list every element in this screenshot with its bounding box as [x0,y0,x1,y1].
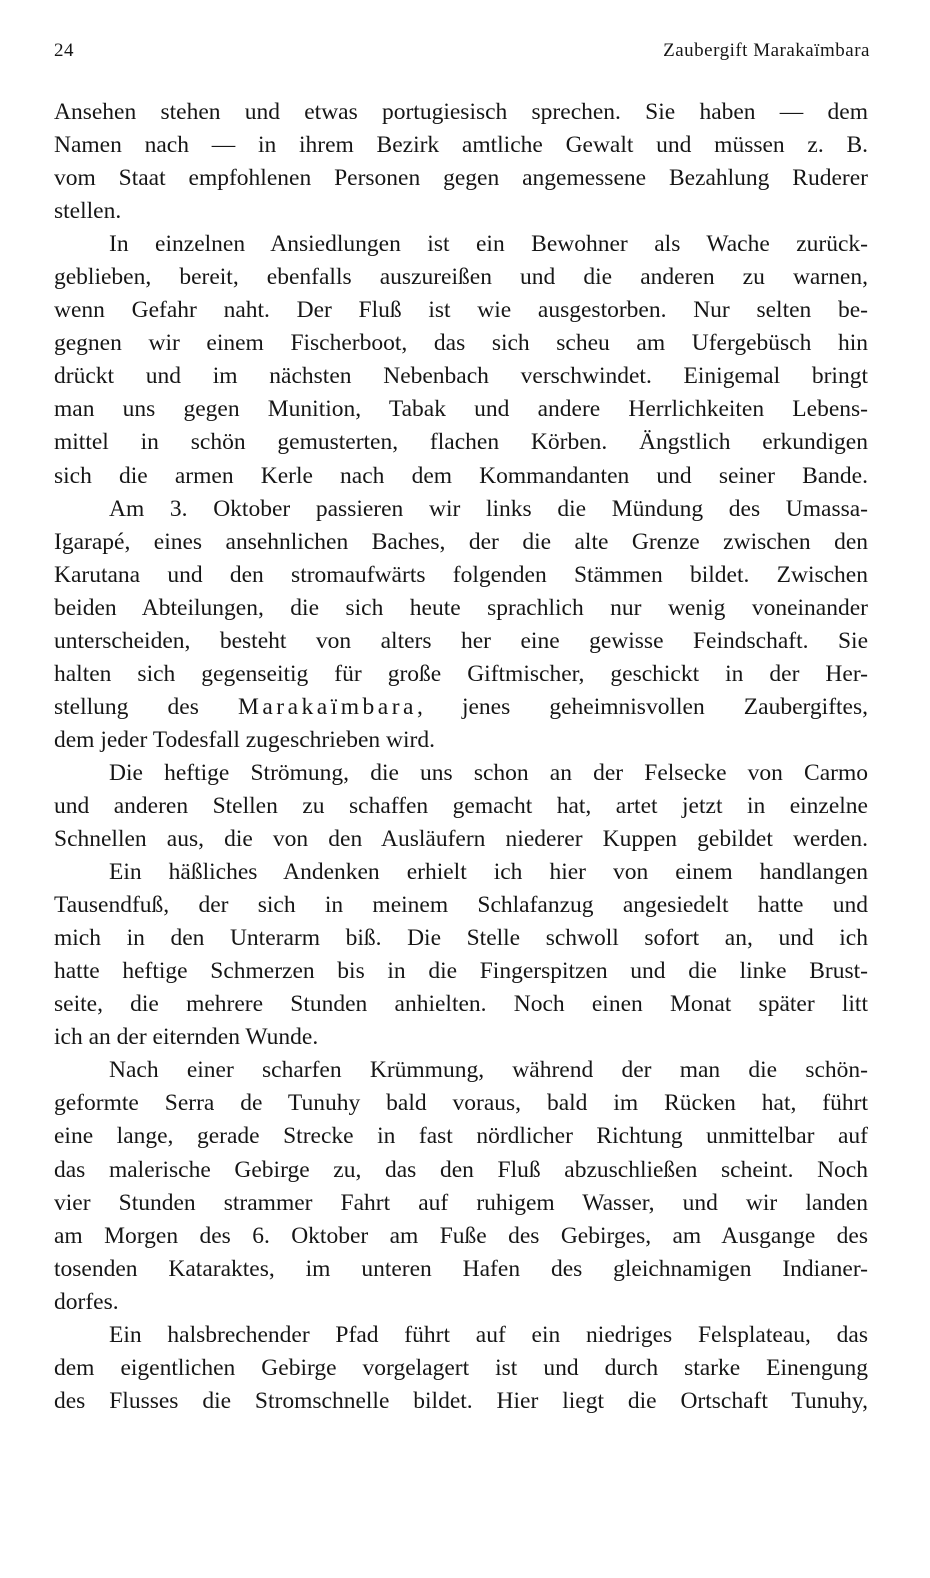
text-line: mittel in schön gemusterten, flachen Körben. Ängstlich erkundigen [54,429,868,456]
page-header [54,40,870,70]
page-number: 24 [54,40,74,61]
text-line: Namen nach — in ihrem Bezirk amtliche Gewalt und müssen z. B. [54,132,868,159]
text-fragment: , jenes geheimnisvollen Zaubergiftes, [416,693,868,720]
text-line: Die heftige Strömung, die uns schon an der Felsecke von Carmo [109,759,868,786]
text-line: dem eigentlichen Gebirge vorgelagert ist und durch starke Einengung [54,1354,868,1381]
text-line: des Flusses die Stromschnelle bildet. Hier liegt die Ortschaft Tunuhy, [54,1387,868,1414]
text-line: wenn Gefahr naht. Der Fluß ist wie ausgestorben. Nur selten be- [54,297,868,324]
text-line: am Morgen des 6. Oktober am Fuße des Gebirges, am Ausgange des [54,1222,868,1249]
text-line: mich in den Unterarm biß. Die Stelle schwoll sofort an, und ich [54,925,868,952]
text-line: hatte heftige Schmerzen bis in die Fingerspitzen und die linke Brust- [54,958,868,985]
text-line: geformte Serra de Tunuhy bald voraus, bald im Rücken hat, führt [54,1090,868,1117]
text-line: Ansehen stehen und etwas portugiesisch sprechen. Sie haben — dem [54,99,868,125]
text-line: Karutana und den stromaufwärts folgenden Stämmen bildet. Zwischen [54,561,868,588]
text-line: stellen. [54,198,122,225]
text-line: Ein häßliches Andenken erhielt ich hier von einem handlangen [109,859,868,886]
text-line: halten sich gegenseitig für große Giftmischer, geschickt in der Her- [54,660,868,687]
text-line: drückt und im nächsten Nebenbach verschwindet. Einigemal bringt [54,363,868,390]
running-title: Zaubergift Marakaïmbara [663,40,870,61]
text-line: seite, die mehrere Stunden anhielten. Noch einen Monat später litt [54,991,868,1018]
text-line: dem jeder Todesfall zugeschrieben wird. [54,726,435,753]
text-line: Ein halsbrechender Pfad führt auf ein niedriges Felsplateau, das [109,1321,868,1348]
text-line-mixed [54,691,868,724]
text-line: das malerische Gebirge zu, das den Fluß abzuschließen scheint. Noch [54,1156,868,1183]
text-line: gegnen wir einem Fischerboot, das sich scheu am Ufergebüsch hin [54,330,868,357]
text-line: Nach einer scharfen Krümmung, während der man die schön- [109,1057,868,1084]
text-line: dorfes. [54,1288,119,1315]
text-line: vom Staat empfohlenen Personen gegen angemessene Bezahlung Ruderer [54,165,868,192]
text-line: und anderen Stellen zu schaffen gemacht hat, artet jetzt in einzelne [54,792,868,819]
text-line: Tausendfuß, der sich in meinem Schlafanzug angesiedelt hatte und [54,892,868,919]
text-line: sich die armen Kerle nach dem Kommandanten und seiner Bande. [54,462,868,489]
text-line: ich an der eiternden Wunde. [54,1024,319,1051]
body-text [54,96,868,1418]
text-line: Igarapé, eines ansehnlichen Baches, der die alte Grenze zwischen den [54,528,868,555]
text-line: unterscheiden, besteht von alters her eine gewisse Feindschaft. Sie [54,627,868,654]
text-line: eine lange, gerade Strecke in fast nördlicher Richtung unmittelbar auf [54,1123,868,1150]
text-fragment: stellung des [54,693,199,720]
text-line: geblieben, bereit, ebenfalls auszureißen und die anderen zu warnen, [54,264,868,291]
text-line: vier Stunden strammer Fahrt auf ruhigem Wasser, und wir landen [54,1189,868,1216]
text-line: man uns gegen Munition, Tabak und andere Herrlichkeiten Lebens- [54,396,868,423]
text-line: In einzelnen Ansiedlungen ist ein Bewohner als Wache zurück- [109,231,868,258]
text-line: tosenden Kataraktes, im unteren Hafen des gleichnamigen Indianer- [54,1255,868,1282]
text-line: Schnellen aus, die von den Ausläufern niederer Kuppen gebildet werden. [54,826,868,853]
term-marakaimbara: Marakaïmbara [237,693,417,720]
text-line: Am 3. Oktober passieren wir links die Mündung des Umassa- [109,495,868,522]
text-line: beiden Abteilungen, die sich heute sprachlich nur wenig voneinander [54,594,868,621]
